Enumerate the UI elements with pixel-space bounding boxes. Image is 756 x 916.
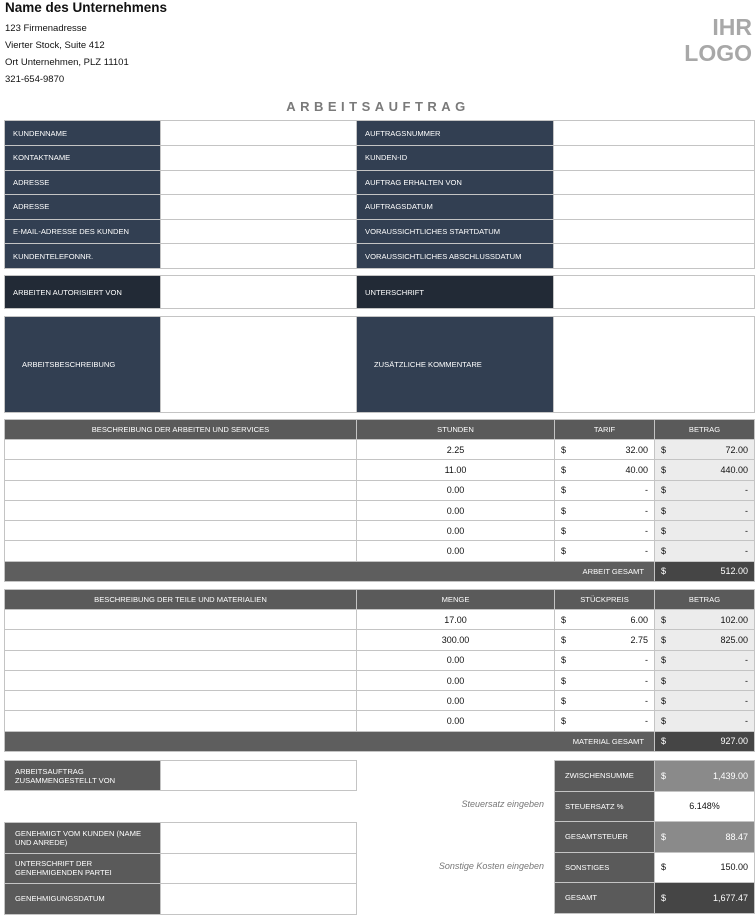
labor-hours-header: STUNDEN [357,420,555,440]
info-row [5,121,755,146]
compiled-by-table [4,760,357,791]
customer-id-label: KUNDEN-ID [357,146,554,171]
customer-name-label: KUNDENNAME [5,121,161,146]
table-row [5,480,755,500]
materials-unit-price-cell[interactable] [555,711,655,731]
materials-amount-value: 825.00 [720,634,748,645]
customer-name-field[interactable] [161,121,357,146]
currency-symbol: $ [661,892,667,903]
currency-symbol: $ [561,525,567,536]
description-table [4,316,755,413]
materials-amount-value: - [745,695,748,706]
currency-symbol: $ [561,655,567,666]
authorization-table [4,275,755,309]
labor-rate-value: 40.00 [625,464,648,475]
tax-rate-label: STEUERSATZ % [555,791,655,822]
currency-symbol: $ [561,464,567,475]
materials-amount-cell [655,711,755,731]
logo-line: LOGO [684,40,752,66]
labor-total-value: 512.00 [720,566,748,577]
labor-total-row [5,561,755,581]
materials-header-row [5,590,755,610]
materials-description-cell[interactable] [5,670,357,690]
materials-unit-price-value: 2.75 [630,634,648,645]
company-address-line: 123 Firmenadresse [5,23,87,34]
table-row [5,610,755,630]
approval-date-field[interactable] [161,884,357,915]
order-received-by-field[interactable] [554,170,755,195]
materials-total-value: 927.00 [720,736,748,747]
materials-total-cell [655,731,755,751]
completion-date-label: VORAUSSICHTLICHES ABSCHLUSSDATUM [357,244,554,269]
currency-symbol: $ [661,862,667,873]
labor-hours-cell[interactable]: 0.00 [357,500,555,520]
labor-description-cell[interactable] [5,480,357,500]
approval-row [5,884,357,915]
table-row [5,670,755,690]
customer-email-field[interactable] [161,219,357,244]
summary-row [555,791,755,822]
materials-description-cell[interactable] [5,691,357,711]
currency-symbol: $ [661,485,667,496]
materials-quantity-cell[interactable]: 0.00 [357,650,555,670]
labor-hours-cell[interactable]: 11.00 [357,460,555,480]
labor-hours-cell[interactable]: 2.25 [357,440,555,460]
logo-line: IHR [712,14,752,40]
labor-total-label: ARBEIT GESAMT [5,561,655,581]
materials-unit-price-value: - [645,655,648,666]
materials-amount-value: - [745,675,748,686]
work-description-field[interactable] [161,317,357,413]
labor-description-cell[interactable] [5,440,357,460]
table-row [5,440,755,460]
labor-amount-value: - [745,546,748,557]
total-tax-label: GESAMTSTEUER [555,822,655,853]
approval-table [4,822,357,915]
summary-row [555,883,755,914]
customer-info-table [4,120,755,269]
labor-rate-cell[interactable] [555,500,655,520]
labor-amount-cell [655,440,755,460]
labor-amount-value: - [745,505,748,516]
currency-symbol: $ [661,464,667,475]
labor-amount-value: 72.00 [725,444,748,455]
approval-row [5,823,357,854]
total-tax-cell [655,822,755,853]
materials-quantity-header: MENGE [357,590,555,610]
start-date-label: VORAUSSICHTLICHES STARTDATUM [357,219,554,244]
materials-quantity-cell[interactable]: 17.00 [357,610,555,630]
table-row [5,521,755,541]
currency-symbol: $ [661,634,667,645]
summary-table [554,760,755,914]
materials-quantity-cell[interactable]: 300.00 [357,630,555,650]
currency-symbol: $ [661,695,667,706]
order-date-field[interactable] [554,195,755,220]
approver-signature-label: UNTERSCHRIFT DER GENEHMIGENDEN PARTEI [5,853,161,884]
address-2-label: ADRESSE [5,195,161,220]
order-received-by-label: AUFTRAG ERHALTEN VON [357,170,554,195]
materials-amount-value: 102.00 [720,614,748,625]
labor-description-header: BESCHREIBUNG DER ARBEITEN UND SERVICES [5,420,357,440]
currency-symbol: $ [661,675,667,686]
labor-hours-cell[interactable]: 0.00 [357,521,555,541]
currency-symbol: $ [561,675,567,686]
address-label: ADRESSE [5,170,161,195]
customer-phone-field[interactable] [161,244,357,269]
table-row [5,500,755,520]
materials-unit-price-cell[interactable] [555,691,655,711]
materials-table [4,589,755,752]
table-row [5,460,755,480]
contact-name-label: KONTAKTNAME [5,146,161,171]
materials-amount-cell [655,650,755,670]
work-description-label: ARBEITSBESCHREIBUNG [5,317,161,413]
currency-symbol: $ [661,566,667,577]
materials-total-label: MATERIAL GESAMT [5,731,655,751]
materials-amount-header: BETRAG [655,590,755,610]
labor-total-cell [655,561,755,581]
subtotal-label: ZWISCHENSUMME [555,761,655,792]
order-number-field[interactable] [554,121,755,146]
currency-symbol: $ [561,505,567,516]
info-row [5,195,755,220]
labor-rate-cell[interactable] [555,521,655,541]
currency-symbol: $ [661,444,667,455]
labor-amount-header: BETRAG [655,420,755,440]
table-row [5,711,755,731]
currency-symbol: $ [661,716,667,727]
table-row [5,691,755,711]
labor-description-cell[interactable] [5,500,357,520]
labor-amount-value: - [745,525,748,536]
completion-date-field[interactable] [554,244,755,269]
approved-by-label: GENEHMIGT VOM KUNDEN (NAME UND ANREDE) [5,823,161,854]
labor-amount-cell [655,480,755,500]
additional-comments-field[interactable] [554,317,755,413]
grand-total-cell [655,883,755,914]
compiled-by-field[interactable] [161,761,357,791]
currency-symbol: $ [661,736,667,747]
authorized-by-field[interactable] [161,276,357,309]
labor-amount-cell [655,541,755,561]
materials-unit-price-value: - [645,675,648,686]
currency-symbol: $ [661,505,667,516]
labor-rate-header: TARIF [555,420,655,440]
customer-id-field[interactable] [554,146,755,171]
labor-description-cell[interactable] [5,460,357,480]
labor-amount-value: - [745,485,748,496]
materials-unit-price-cell[interactable] [555,610,655,630]
currency-symbol: $ [561,716,567,727]
materials-quantity-cell[interactable]: 0.00 [357,670,555,690]
materials-quantity-cell[interactable]: 0.00 [357,711,555,731]
approver-signature-field[interactable] [161,853,357,884]
materials-total-row [5,731,755,751]
materials-unit-price-cell[interactable] [555,630,655,650]
tax-rate-field[interactable]: 6.148% [655,791,755,822]
summary-row [555,852,755,883]
total-tax-value: 88.47 [725,831,748,842]
labor-rate-cell[interactable] [555,541,655,561]
compiled-by-row [5,761,357,791]
materials-unit-price-value: - [645,695,648,706]
signature-label: UNTERSCHRIFT [357,276,554,309]
labor-rate-cell[interactable] [555,460,655,480]
company-name: Name des Unternehmens [5,0,168,15]
materials-amount-cell [655,691,755,711]
authorized-by-label: ARBEITEN AUTORISIERT VON [5,276,161,309]
additional-comments-label: ZUSÄTZLICHE KOMMENTARE [357,317,554,413]
customer-email-label: E-MAIL-ADRESSE DES KUNDEN [5,219,161,244]
info-row [5,146,755,171]
materials-amount-cell [655,670,755,690]
labor-amount-cell [655,500,755,520]
labor-description-cell[interactable] [5,541,357,561]
start-date-field[interactable] [554,219,755,244]
materials-unit-price-value: - [645,716,648,727]
table-row [5,541,755,561]
summary-row [555,761,755,792]
labor-amount-value: 440.00 [720,464,748,475]
materials-unit-price-cell[interactable] [555,650,655,670]
order-number-label: AUFTRAGSNUMMER [357,121,554,146]
table-row [5,650,755,670]
labor-header-row [5,420,755,440]
order-date-label: AUFTRAGSDATUM [357,195,554,220]
materials-amount-cell [655,630,755,650]
signature-field[interactable] [554,276,755,309]
currency-symbol: $ [561,485,567,496]
labor-rate-value: 32.00 [625,444,648,455]
currency-symbol: $ [561,634,567,645]
currency-symbol: $ [661,831,667,842]
currency-symbol: $ [661,655,667,666]
other-label: SONSTIGES [555,852,655,883]
table-row [5,630,755,650]
compiled-by-label: ARBEITSAUFTRAG ZUSAMMENGESTELLT VON [5,761,161,791]
materials-quantity-cell[interactable]: 0.00 [357,691,555,711]
other-value: 150.00 [720,862,748,873]
address-2-field[interactable] [161,195,357,220]
tax-rate-hint: Steuersatz eingeben [461,799,544,809]
company-address-line: Ort Unternehmen, PLZ 11101 [5,57,129,68]
labor-rate-value: - [645,505,648,516]
info-row [5,170,755,195]
currency-symbol: $ [561,614,567,625]
materials-unit-price-cell[interactable] [555,670,655,690]
labor-hours-cell[interactable]: 0.00 [357,541,555,561]
info-row [5,244,755,269]
summary-row [555,822,755,853]
logo-placeholder[interactable] [684,14,752,66]
materials-description-cell[interactable] [5,650,357,670]
materials-amount-value: - [745,655,748,666]
approval-row [5,853,357,884]
materials-amount-value: - [745,716,748,727]
company-phone: 321-654-9870 [5,74,65,85]
description-row [5,317,755,413]
labor-description-cell[interactable] [5,521,357,541]
info-row [5,219,755,244]
labor-amount-cell [655,460,755,480]
labor-rate-cell[interactable] [555,480,655,500]
labor-table [4,419,755,582]
contact-name-field[interactable] [161,146,357,171]
authorization-row [5,276,755,309]
customer-phone-label: KUNDENTELEFONNR. [5,244,161,269]
materials-unit-price-value: 6.00 [630,614,648,625]
document-title: ARBEITSAUFTRAG [286,99,470,114]
approval-date-label: GENEHMIGUNGSDATUM [5,884,161,915]
approved-by-field[interactable] [161,823,357,854]
labor-amount-cell [655,521,755,541]
labor-rate-value: - [645,485,648,496]
currency-symbol: $ [561,546,567,557]
currency-symbol: $ [661,614,667,625]
subtotal-value: 1,439.00 [712,770,748,781]
labor-rate-cell[interactable] [555,440,655,460]
other-field[interactable] [655,852,755,883]
materials-unit-price-header: STÜCKPREIS [555,590,655,610]
other-costs-hint: Sonstige Kosten eingeben [438,861,544,871]
materials-description-cell[interactable] [5,711,357,731]
materials-description-cell[interactable] [5,610,357,630]
currency-symbol: $ [661,546,667,557]
labor-hours-cell[interactable]: 0.00 [357,480,555,500]
address-field[interactable] [161,170,357,195]
subtotal-cell [655,761,755,792]
grand-total-label: GESAMT [555,883,655,914]
currency-symbol: $ [661,525,667,536]
materials-description-header: BESCHREIBUNG DER TEILE UND MATERIALIEN [5,590,357,610]
grand-total-value: 1,677.47 [712,892,748,903]
currency-symbol: $ [661,770,667,781]
materials-description-cell[interactable] [5,630,357,650]
materials-amount-cell [655,610,755,630]
labor-rate-value: - [645,546,648,557]
currency-symbol: $ [561,695,567,706]
currency-symbol: $ [561,444,567,455]
company-address-line: Vierter Stock, Suite 412 [5,40,105,51]
labor-rate-value: - [645,525,648,536]
